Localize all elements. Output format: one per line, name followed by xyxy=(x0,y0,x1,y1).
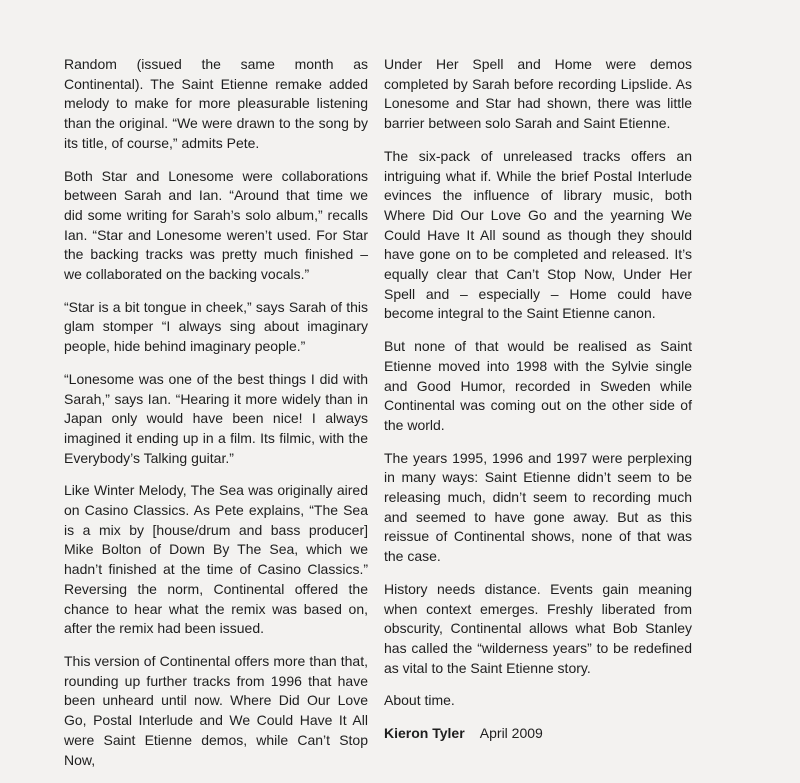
paragraph: But none of that would be realised as Saint Etienne moved into 1998 with the Sylvie single and Good Humor, recorded in Sweden while Continental was coming out on the other side of the world. xyxy=(384,338,692,433)
paragraph: This version of Continental offers more than that, rounding up further tracks from 1996 that have been unheard until now. Where Did Our Love Go, Postal Interlude and We Could Have It All were Saint Etienne demos, while Can’t Stop Now, xyxy=(64,652,368,768)
paragraph: “Lonesome was one of the best things I did with Sarah,” says Ian. “Hearing it more widely than in Japan only would have been nice! I always imagined it ending up in a film. Its filmic, with the Everybody’s Talking guitar.” xyxy=(64,370,368,466)
left-column xyxy=(64,55,368,783)
paragraph: Both Star and Lonesome were collaborations between Sarah and Ian. “Around that time we did some writing for Sarah’s solo album,” recalls Ian. “Star and Lonesome weren’t used. For Star the backing tracks was pretty much finished – we collaborated on the backing vocals.” xyxy=(64,167,368,283)
paragraph: Under Her Spell and Home were demos completed by Sarah before recording Lipslide. As Lonesome and Star had shown, there was little barrier between solo Sarah and Saint Etienne. xyxy=(384,56,692,132)
paragraph: The six-pack of unreleased tracks offers an intriguing what if. While the brief Postal Interlude evinces the influence of library music, both Where Did Our Love Go and the yearning We Could Have It All sound as though they should have gone on to be completed and released. It’s equally clear that Can’t Stop Now, Under Her Spell and – especially – Home could have become integral to the Saint Etienne canon. xyxy=(384,147,692,322)
paragraph: “Star is a bit tongue in cheek,” says Sarah of this glam stomper “I always sing about imaginary people, hide behind imaginary people.” xyxy=(64,298,368,355)
paragraph: The years 1995, 1996 and 1997 were perplexing in many ways: Saint Etienne didn’t seem to be releasing much, didn’t seem to recording much and seemed to have gone away. But as this reissue of Continental shows, none of that was the case. xyxy=(384,449,692,565)
author-name: Kieron Tyler xyxy=(384,725,465,742)
paragraph: History needs distance. Events gain meaning when context emerges. Freshly liberated from obscurity, Continental allows what Bob Stanley has called the “wilderness years” to be redefined as vital to the Saint Etienne story. xyxy=(384,580,692,676)
paragraph: About time. xyxy=(384,692,455,709)
signature xyxy=(384,724,692,744)
paragraph: Random (issued the same month as Continental). The Saint Etienne remake added melody to make for more pleasurable listening than the original. “We were drawn to the song by its title, of course,” admits Pete. xyxy=(64,56,368,151)
right-column xyxy=(384,55,692,744)
paragraph: Like Winter Melody, The Sea was originally aired on Casino Classics. As Pete explains, “The Sea is a mix by [house/drum and bass producer] Mike Bolton of Down By The Sea, which we hadn’t finished at the time of Casino Classics.” Reversing the norm, Continental offered the chance to hear what the remix was based on, after the remix had been issued. xyxy=(64,482,368,637)
signature-date: April 2009 xyxy=(479,725,543,742)
